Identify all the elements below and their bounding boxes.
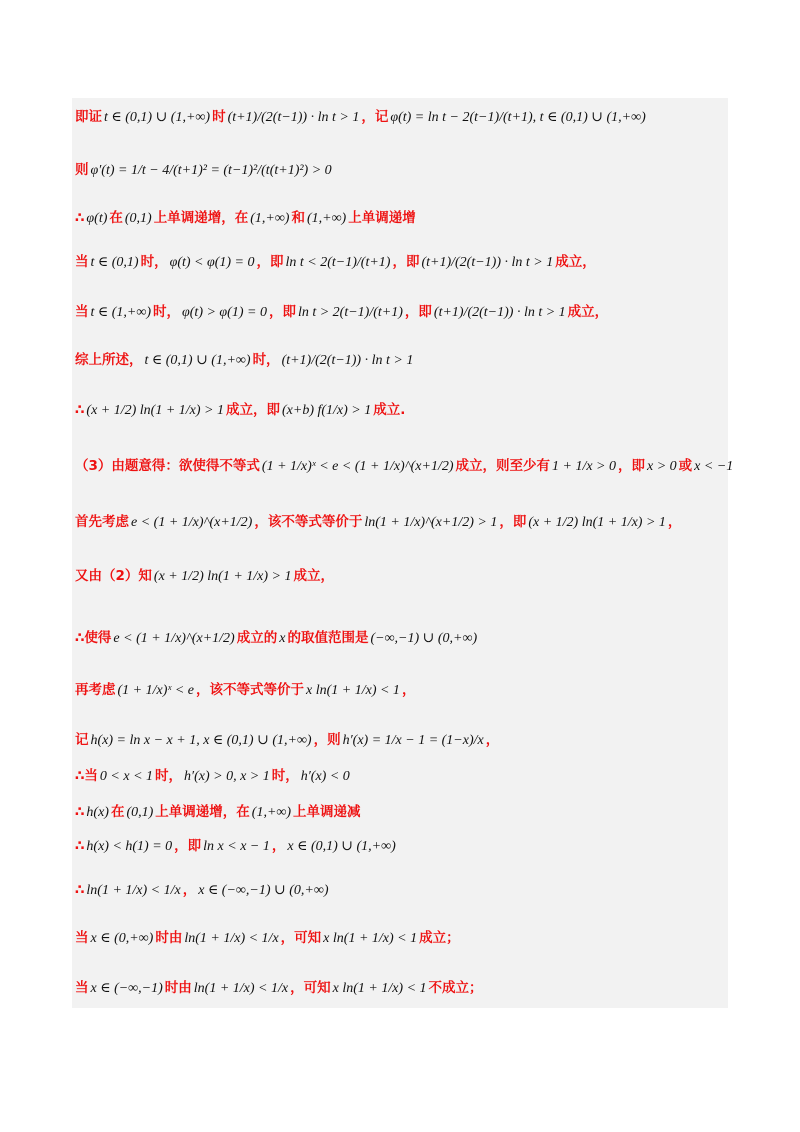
line-17 (75, 880, 725, 901)
math-expression: (x + 1/2) ln(1 + 1/x) > 1 (153, 569, 292, 584)
chinese-text: ，即 (404, 304, 432, 320)
chinese-text: 当 (75, 254, 89, 270)
chinese-text: 成立； (419, 930, 460, 946)
math-expression: ln(1 + 1/x) < 1/x (184, 931, 279, 946)
chinese-text: 在 (110, 804, 125, 820)
math-expression: (t+1)/(2(t−1)) · ln t > 1 (433, 305, 566, 320)
math-expression: t ∈ (0,1) ∪ (1,+∞) (144, 353, 251, 368)
chinese-text: ，即 (618, 458, 645, 474)
chinese-text: ∴ (75, 210, 85, 226)
chinese-text: 综上所述， (75, 352, 143, 368)
solution-panel (72, 98, 728, 1008)
math-expression: 1 + 1/x > 0 (552, 459, 616, 474)
math-expression: ln t > 2(t−1)/(t+1) (297, 305, 403, 320)
line-4 (75, 252, 725, 273)
math-expression: t ∈ (0,1) (90, 255, 139, 270)
line-7 (75, 400, 725, 421)
math-expression: x ln(1 + 1/x) < 1 (332, 981, 427, 996)
math-expression: φ(t) (86, 211, 108, 226)
chinese-text: 不成立； (428, 980, 483, 996)
chinese-text: ∴使得 (75, 630, 112, 646)
chinese-text: 成立， (293, 568, 334, 584)
math-expression: (x + 1/2) ln(1 + 1/x) > 1 (528, 515, 666, 530)
math-expression: (0,1) (126, 805, 154, 820)
math-expression: (t+1)/(2(t−1)) · ln t > 1 (281, 353, 414, 368)
math-expression: x > 0 (647, 459, 677, 474)
math-expression: h(x) (86, 805, 109, 820)
math-expression: (1,+∞) (250, 211, 290, 226)
math-expression: φ(t) > φ(1) = 0 (182, 305, 267, 320)
math-expression: x ∈ (−∞,−1) (90, 981, 163, 996)
chinese-text: 上单调递增 (348, 210, 416, 226)
chinese-text: 和 (291, 210, 305, 226)
chinese-text: ， (485, 732, 500, 748)
math-expression: t ∈ (1,+∞) (90, 305, 152, 320)
math-expression: ln x < x − 1 (203, 839, 270, 854)
chinese-text: ∴ (75, 402, 85, 418)
chinese-text: 时， (252, 352, 280, 368)
chinese-text: 时， (155, 768, 183, 784)
math-expression: (t+1)/(2(t−1)) · ln t > 1 (421, 255, 554, 270)
chinese-text: ∴ (75, 804, 85, 820)
math-expression: (x+b) f(1/x) > 1 (282, 403, 372, 418)
chinese-text: 上单调递增，在 (153, 210, 249, 226)
chinese-text: ， (271, 838, 286, 854)
math-expression: e < (1 + 1/x)^(x+1/2) (131, 515, 253, 530)
chinese-text: 时由 (164, 980, 192, 996)
math-expression: h′(x) < 0 (300, 769, 350, 784)
chinese-text: 成立，则至少有 (455, 458, 550, 474)
line-9 (75, 512, 725, 533)
math-expression: x (279, 631, 286, 646)
chinese-text: 在 (109, 210, 123, 226)
math-expression: x < −1 (694, 459, 734, 474)
chinese-text: ， (182, 882, 197, 898)
math-expression: φ(t) < φ(1) = 0 (169, 255, 255, 270)
chinese-text: 时， (140, 254, 168, 270)
chinese-text: 又由（2）知 (75, 568, 152, 584)
math-expression: φ′(t) = 1/t − 4/(t+1)² = (t−1)²/(t(t+1)²) > 0 (90, 163, 332, 178)
math-expression: (x + 1/2) ln(1 + 1/x) > 1 (86, 403, 224, 418)
chinese-text: ∴ (75, 882, 85, 898)
chinese-text: 记 (75, 732, 89, 748)
math-expression: h(x) < h(1) = 0 (86, 839, 173, 854)
chinese-text: ，即 (256, 254, 284, 270)
math-expression: 0 < x < 1 (99, 769, 154, 784)
chinese-text: 时由 (155, 930, 183, 946)
chinese-text: 成立， (567, 304, 609, 320)
math-expression: φ(t) = ln t − 2(t−1)/(t+1), t ∈ (0,1) ∪ (1,+∞) (390, 110, 646, 125)
chinese-text: 的取值范围是 (287, 630, 369, 646)
math-expression: (1,+∞) (306, 211, 347, 226)
math-expression: (1 + 1/x)ˣ < e < (1 + 1/x)^(x+1/2) (261, 459, 454, 474)
line-14 (75, 766, 725, 787)
chinese-text: ，即 (268, 304, 296, 320)
chinese-text: ，记 (361, 109, 389, 125)
math-expression: x ∈ (0,1) ∪ (1,+∞) (287, 839, 396, 854)
chinese-text: 成立的 (236, 630, 278, 646)
math-expression: t ∈ (0,1) ∪ (1,+∞) (104, 110, 211, 125)
chinese-text: ， (667, 514, 682, 530)
chinese-text: 当 (75, 304, 89, 320)
line-19 (75, 978, 725, 999)
line-8 (75, 456, 734, 477)
chinese-text: 当 (75, 930, 89, 946)
line-18 (75, 928, 725, 949)
chinese-text: 成立，即 (226, 402, 280, 418)
chinese-text: 再考虑 (75, 682, 116, 698)
chinese-text: 上单调递增，在 (155, 804, 250, 820)
chinese-text: ，该不等式等价于 (254, 514, 363, 530)
chinese-text: ，则 (313, 732, 341, 748)
chinese-text: ，即 (392, 254, 420, 270)
chinese-text: 或 (678, 458, 693, 474)
line-3 (75, 208, 725, 229)
chinese-text: ，即 (499, 514, 527, 530)
chinese-text: ， (401, 682, 416, 698)
line-10 (75, 566, 725, 587)
chinese-text: 成立， (555, 254, 596, 270)
line-1 (75, 107, 725, 128)
math-expression: x ∈ (0,+∞) (90, 931, 154, 946)
chinese-text: ，可知 (280, 930, 322, 946)
math-expression: (1,+∞) (251, 805, 292, 820)
line-16 (75, 836, 725, 857)
math-expression: ln t < 2(t−1)/(t+1) (285, 255, 391, 270)
line-2 (75, 160, 725, 181)
line-11 (75, 628, 725, 649)
chinese-text: ∴ (75, 838, 85, 854)
math-expression: h′(x) = 1/x − 1 = (1−x)/x (342, 733, 484, 748)
math-expression: ln(1 + 1/x) < 1/x (193, 981, 289, 996)
math-expression: (0,1) (124, 211, 152, 226)
math-expression: (1 + 1/x)ˣ < e (117, 683, 194, 698)
math-expression: x ln(1 + 1/x) < 1 (306, 683, 400, 698)
math-expression: h(x) = ln x − x + 1, x ∈ (0,1) ∪ (1,+∞) (90, 733, 312, 748)
chinese-text: 首先考虑 (75, 514, 129, 530)
chinese-text: 时， (153, 304, 181, 320)
chinese-text: 则 (75, 162, 89, 178)
math-expression: x ∈ (−∞,−1) ∪ (0,+∞) (198, 883, 329, 898)
math-expression: x ln(1 + 1/x) < 1 (323, 931, 418, 946)
chinese-text: 当 (75, 980, 89, 996)
math-expression: (t+1)/(2(t−1)) · ln t > 1 (227, 110, 360, 125)
chinese-text: 时， (271, 768, 299, 784)
line-5 (75, 302, 725, 323)
chinese-text: ，可知 (290, 980, 331, 996)
chinese-text: ，该不等式等价于 (196, 682, 304, 698)
math-expression: ln(1 + 1/x)^(x+1/2) > 1 (364, 515, 498, 530)
line-13 (75, 730, 725, 751)
line-15 (75, 802, 725, 823)
line-6 (75, 350, 725, 371)
line-12 (75, 680, 725, 701)
math-expression: e < (1 + 1/x)^(x+1/2) (113, 631, 235, 646)
chinese-text: 成立. (373, 402, 406, 418)
math-expression: (−∞,−1) ∪ (0,+∞) (370, 631, 478, 646)
chinese-text: 上单调递减 (293, 804, 361, 820)
chinese-text: （3）由题意得：欲使得不等式 (75, 458, 260, 474)
chinese-text: 即证 (75, 109, 102, 125)
math-expression: h′(x) > 0, x > 1 (184, 769, 270, 784)
chinese-text: 时 (212, 109, 226, 125)
chinese-text: ，即 (174, 838, 202, 854)
math-expression: ln(1 + 1/x) < 1/x (86, 883, 181, 898)
chinese-text: ∴当 (75, 768, 98, 784)
